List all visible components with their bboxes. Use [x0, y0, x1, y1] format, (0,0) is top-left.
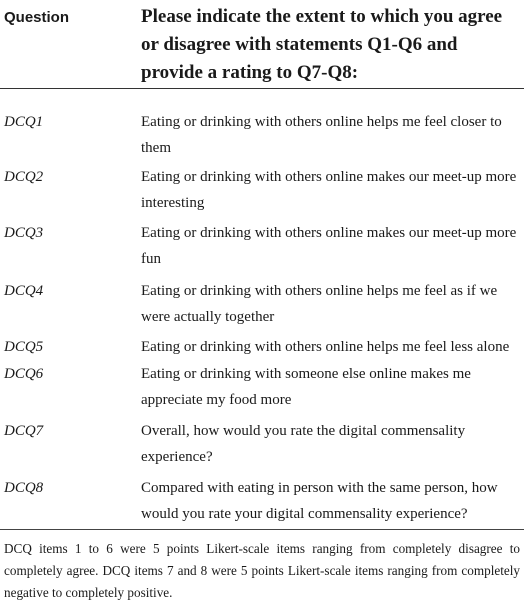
table-footnote: DCQ items 1 to 6 were 5 points Likert-scale items ranging from completely disagree to completely agree. DCQ items 7 and 8 were 5 points Likert-scale items ranging from completely negative to completely positive. — [4, 541, 520, 600]
question-column-header: Question — [4, 9, 70, 26]
question-text: Eating or drinking with others online helps me feel less alone — [141, 339, 510, 355]
question-code: DCQ5 — [4, 339, 44, 355]
question-code: DCQ2 — [4, 169, 44, 185]
question-code: DCQ3 — [4, 225, 44, 241]
header-divider — [0, 88, 524, 89]
question-code: DCQ7 — [4, 423, 44, 439]
question-text: Eating or drinking with someone else online makes me appreciate my food more — [141, 366, 471, 408]
question-code: DCQ4 — [4, 283, 44, 299]
question-text: Eating or drinking with others online makes our meet-up more fun — [141, 225, 517, 267]
question-code: DCQ1 — [4, 114, 44, 130]
prompt-column-header: Please indicate the extent to which you agree or disagree with statements Q1-Q6 and provide a rating to Q7-Q8: — [141, 6, 503, 83]
table-header — [0, 0, 524, 87]
question-text: Eating or drinking with others online makes our meet-up more interesting — [141, 169, 517, 211]
table-bottom-rule — [0, 529, 524, 530]
question-text: Overall, how would you rate the digital commensality experience? — [141, 423, 466, 465]
question-text: Compared with eating in person with the same person, how would you rate your digital commensality experience? — [141, 480, 498, 522]
question-text: Eating or drinking with others online helps me feel closer to them — [141, 114, 502, 156]
question-code: DCQ8 — [4, 480, 44, 496]
question-text: Eating or drinking with others online helps me feel as if we were actually together — [141, 283, 498, 325]
question-code: DCQ6 — [4, 366, 44, 382]
